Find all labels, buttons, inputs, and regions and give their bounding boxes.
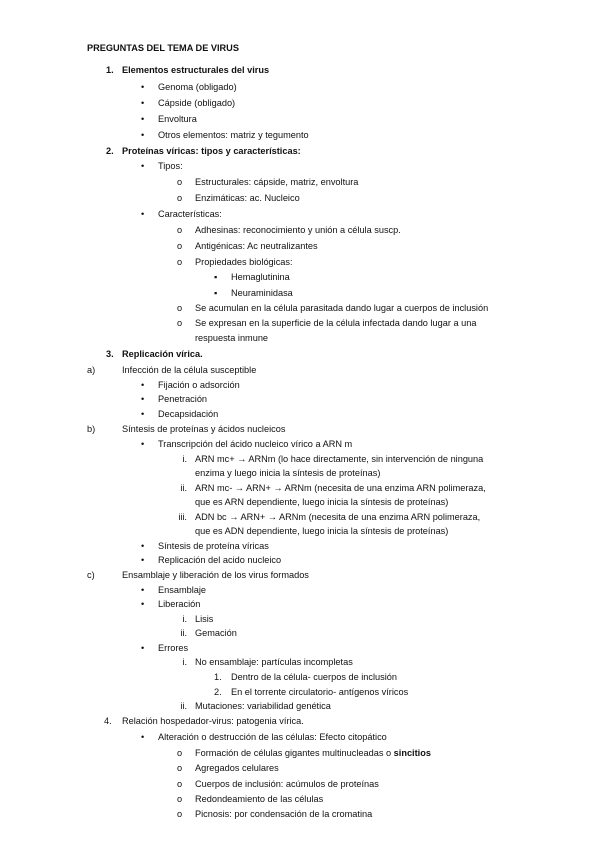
list-marker: ii.	[180, 483, 187, 493]
list-item-text: Elementos estructurales del virus	[122, 65, 270, 75]
list-marker: •	[141, 394, 145, 404]
list-item	[195, 453, 483, 465]
list-item-text: Relación hospedador-virus: patogenia vírica.	[122, 716, 304, 726]
list-item-text: Cápside (obligado)	[158, 98, 236, 108]
list-item-text: Hemaglutinina	[231, 272, 290, 282]
list-item	[158, 598, 200, 610]
list-marker: •	[141, 114, 145, 124]
list-item-text: Penetración	[158, 394, 208, 404]
list-item	[122, 145, 301, 157]
list-item	[158, 393, 207, 405]
list-item	[195, 700, 331, 712]
list-item-text: Errores	[158, 643, 189, 653]
list-item-text: Infección de la célula susceptible	[122, 365, 257, 375]
list-marker: •	[141, 599, 145, 609]
list-marker: 3.	[106, 349, 114, 359]
list-item	[158, 379, 240, 391]
page-title: PREGUNTAS DEL TEMA DE VIRUS	[87, 43, 239, 53]
list-item-text: Formación de células gigantes multinucleadas o	[195, 748, 394, 758]
list-item	[122, 423, 285, 435]
list-marker: iii.	[178, 512, 187, 522]
list-item	[195, 613, 213, 625]
list-marker: o	[177, 177, 183, 187]
list-item-text: Se expresan en la superficie de la célula infectada dando lugar a una	[195, 318, 477, 328]
list-item-text: Estructurales: cápside, matriz, envoltura	[195, 177, 359, 187]
list-marker: o	[177, 794, 183, 804]
list-marker: •	[141, 161, 145, 171]
list-item-text: Se acumulan en la célula parasitada dando lugar a cuerpos de inclusión	[195, 303, 489, 313]
list-marker: o	[177, 241, 183, 251]
list-item-text: Mutaciones: variabilidad genética	[195, 701, 331, 711]
list-item-text: En el torrente circulatorio- antígenos víricos	[231, 687, 409, 697]
list-item	[122, 715, 304, 727]
list-item-text: Genoma (obligado)	[158, 82, 237, 92]
list-item-text: No ensamblaje: partículas incompletas	[195, 657, 353, 667]
list-item	[122, 64, 269, 76]
list-item-text: Alteración o destrucción de las células: Efecto citopático	[158, 732, 387, 742]
list-marker: 2.	[106, 146, 114, 156]
list-marker: o	[177, 809, 183, 819]
list-marker: o	[177, 193, 183, 203]
list-item-text: Replicación vírica.	[122, 349, 203, 359]
list-item	[158, 97, 235, 109]
list-item-text: ARN mc+ → ARNm (lo hace directamente, sin intervención de ninguna	[195, 454, 484, 464]
list-marker: i.	[182, 657, 187, 667]
list-item	[195, 627, 237, 639]
list-item-text: Antigénicas: Ac neutralizantes	[195, 241, 318, 251]
list-marker: •	[141, 380, 145, 390]
list-marker: 1.	[214, 672, 222, 682]
list-marker: i.	[182, 454, 187, 464]
list-item	[231, 271, 290, 283]
list-marker: •	[141, 732, 145, 742]
list-item-text: Dentro de la célula- cuerpos de inclusión	[231, 672, 397, 682]
list-item	[195, 332, 268, 344]
list-item	[195, 656, 353, 668]
list-item	[158, 81, 237, 93]
list-item-text: Neuraminidasa	[231, 288, 293, 298]
list-marker: c)	[87, 570, 95, 580]
list-item	[195, 511, 480, 523]
list-item	[195, 762, 279, 774]
list-item	[195, 256, 293, 268]
list-item	[195, 747, 431, 759]
list-marker: •	[141, 541, 145, 551]
list-item	[158, 113, 197, 125]
list-marker: 2.	[214, 687, 222, 697]
list-item	[195, 317, 476, 329]
list-item-text: enzima y luego inicia la síntesis de proteínas)	[195, 468, 381, 478]
list-item-text: Redondeamiento de las células	[195, 794, 324, 804]
list-item-text: que es ADN dependiente, luego inicia la síntesis de proteínas)	[195, 526, 449, 536]
list-marker: a)	[87, 365, 96, 375]
list-item-text: Liberación	[158, 599, 201, 609]
list-item-text: Picnosis: por condensación de la cromatina	[195, 809, 373, 819]
list-marker: o	[177, 225, 183, 235]
list-item	[231, 287, 293, 299]
list-marker: 1.	[106, 65, 114, 75]
list-item	[195, 496, 448, 508]
list-marker: ▪	[214, 272, 218, 282]
list-item	[158, 408, 218, 420]
list-item-text: Transcripción del ácido nucleico vírico a ARN m	[158, 439, 353, 449]
list-item-text: Síntesis de proteína víricas	[158, 541, 269, 551]
list-item-text: Ensamblaje	[158, 585, 207, 595]
list-marker: •	[141, 555, 145, 565]
list-item	[195, 482, 486, 494]
list-item-text: ARN mc- → ARN+ → ARNm (necesita de una enzima ARN polimeraza,	[195, 483, 486, 493]
list-item-text: Replicación del acido nucleico	[158, 555, 282, 565]
list-marker: i.	[182, 614, 187, 624]
list-item	[195, 793, 323, 805]
list-marker: b)	[87, 424, 96, 434]
list-item-text: Agregados celulares	[195, 763, 279, 773]
list-item-text: respuesta inmune	[195, 333, 269, 343]
list-item	[195, 467, 380, 479]
list-item	[122, 348, 203, 360]
list-item	[195, 240, 318, 252]
list-item	[158, 584, 206, 596]
list-marker: •	[141, 82, 145, 92]
list-marker: ii.	[180, 701, 187, 711]
list-marker: ▪	[214, 288, 218, 298]
list-item	[231, 671, 397, 683]
list-item-text: Lisis	[195, 614, 214, 624]
list-item	[158, 731, 387, 743]
list-item-text: Ensamblaje y liberación de los virus formados	[122, 570, 309, 580]
list-marker: o	[177, 763, 183, 773]
list-item	[158, 160, 183, 172]
list-marker: •	[141, 409, 145, 419]
list-item	[158, 642, 188, 654]
list-item-text: Adhesinas: reconocimiento y unión a célula suscp.	[195, 225, 401, 235]
list-item	[158, 554, 281, 566]
list-item	[195, 778, 379, 790]
list-item	[195, 525, 448, 537]
list-item-text: Tipos:	[158, 161, 183, 171]
list-item	[158, 129, 309, 141]
emphasis-text: sincitios	[393, 748, 431, 758]
list-item	[158, 540, 269, 552]
list-item-text: Fijación o adsorción	[158, 380, 240, 390]
list-item	[158, 208, 222, 220]
list-item-text: Cuerpos de inclusión: acúmulos de proteínas	[195, 779, 379, 789]
list-marker: •	[141, 643, 145, 653]
list-marker: •	[141, 439, 145, 449]
list-item-text: que es ARN dependiente, luego inicia la síntesis de proteínas)	[195, 497, 449, 507]
list-item-text: Otros elementos: matriz y tegumento	[158, 130, 309, 140]
list-item	[122, 569, 309, 581]
list-marker: •	[141, 585, 145, 595]
list-item	[195, 224, 401, 236]
list-item	[195, 192, 300, 204]
list-item-text: Envoltura	[158, 114, 197, 124]
list-item	[158, 438, 352, 450]
list-item	[195, 176, 358, 188]
list-item-text: Gemación	[195, 628, 237, 638]
list-marker: o	[177, 303, 183, 313]
list-item	[122, 364, 256, 376]
list-marker: o	[177, 779, 183, 789]
list-marker: •	[141, 209, 145, 219]
list-item-text: ADN bc → ARN+ → ARNm (necesita de una enzima ARN polimeraza,	[195, 512, 481, 522]
list-marker: 4.	[104, 716, 112, 726]
list-item-text: Características:	[158, 209, 222, 219]
list-item-text: Propiedades biológicas:	[195, 257, 293, 267]
list-item-text: Enzimáticas: ac. Nucleico	[195, 193, 300, 203]
list-item-text: Proteínas víricas: tipos y características:	[122, 146, 301, 156]
list-item	[195, 808, 372, 820]
list-marker: ii.	[180, 628, 187, 638]
list-item-text: Síntesis de proteínas y ácidos nucleicos	[122, 424, 286, 434]
list-item	[231, 686, 408, 698]
list-item	[195, 302, 488, 314]
list-item-text: Decapsidación	[158, 409, 219, 419]
list-marker: •	[141, 130, 145, 140]
list-marker: o	[177, 318, 183, 328]
list-marker: •	[141, 98, 145, 108]
list-marker: o	[177, 748, 183, 758]
list-marker: o	[177, 257, 183, 267]
